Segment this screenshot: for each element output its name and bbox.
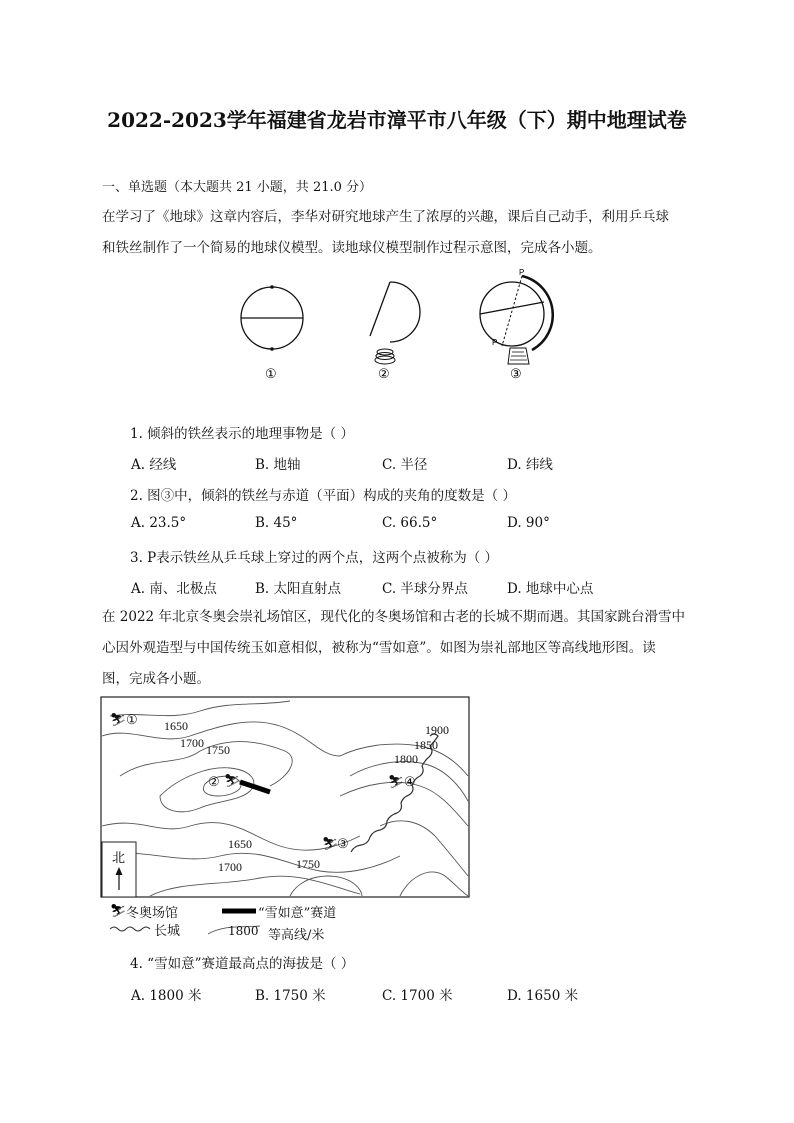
question-1: 1. 倾斜的铁丝表示的地理事物是（ ） xyxy=(130,426,354,442)
pole-label-bottom: P xyxy=(492,338,498,347)
legend-track: “雪如意”赛道 xyxy=(258,906,337,921)
contour-label: 1750 xyxy=(206,743,230,757)
intro-line: 图，完成各小题。 xyxy=(102,671,210,687)
option-b: B. 1750 米 xyxy=(255,988,326,1004)
section-heading: 一、单选题（本大题共 21 小题，共 21.0 分） xyxy=(102,180,373,195)
intro-line: 心因外观造型与中国传统玉如意相似，被称为“雪如意”。如图为崇礼部地区等高线地形图。读 xyxy=(102,640,656,656)
option-b: B. 地轴 xyxy=(255,457,301,473)
option-b: B. 45° xyxy=(255,515,298,531)
pole-label-top: P xyxy=(519,268,525,277)
question-2: 2. 图③中，倾斜的铁丝与赤道（平面）构成的夹角的度数是（ ） xyxy=(130,488,516,504)
option-d: D. 90° xyxy=(507,515,550,531)
option-c: C. 半球分界点 xyxy=(382,581,468,597)
intro-line: 在 2022 年北京冬奥会崇礼场馆区，现代化的冬奥场馆和古老的长城不期而遇。其国家跳台滑雪中 xyxy=(102,609,685,625)
question-4: 4. “雪如意”赛道最高点的海拔是（ ） xyxy=(130,956,355,972)
skier-icon: ⛷ xyxy=(224,774,241,789)
venue-label-2: ② xyxy=(208,775,220,790)
venue-label-1: ① xyxy=(126,713,138,728)
option-c: C. 1700 米 xyxy=(382,988,453,1004)
figure-label-3: ③ xyxy=(510,367,522,382)
globe-model-figure xyxy=(230,268,560,386)
skier-icon: ⛷ xyxy=(110,904,127,919)
option-d: D. 纬线 xyxy=(507,457,553,473)
contour-label: 1800 xyxy=(394,752,418,766)
intro-line: 和铁丝制作了一个简易的地球仪模型。读地球仪模型制作过程示意图，完成各小题。 xyxy=(102,240,602,256)
legend-contour-sample: 1800 xyxy=(228,924,259,938)
contour-label: 1750 xyxy=(296,857,320,871)
figure-step-1 xyxy=(241,285,303,351)
option-d: D. 1650 米 xyxy=(507,988,579,1004)
contour-label: 1700 xyxy=(218,860,242,874)
option-a: A. 1800 米 xyxy=(131,988,202,1004)
skier-icon: ⛷ xyxy=(110,713,127,728)
page-title: 2022-2023学年福建省龙岩市漳平市八年级（下）期中地理试卷 xyxy=(107,108,687,132)
venue-label-4: ④ xyxy=(404,775,416,790)
option-c: C. 66.5° xyxy=(382,515,438,531)
contour-label: 1650 xyxy=(228,837,252,851)
legend-wall: 长城 xyxy=(154,924,181,939)
intro-paragraph-1 xyxy=(102,202,697,264)
option-b: B. 太阳直射点 xyxy=(255,581,342,597)
figure-step-3 xyxy=(480,268,553,364)
legend-venue: 冬奥场馆 xyxy=(126,906,179,921)
intro-paragraph-2 xyxy=(102,602,697,695)
contour-label: 1650 xyxy=(164,719,188,733)
figure-label-1: ① xyxy=(265,367,277,382)
option-a: A. 南、北极点 xyxy=(131,581,217,597)
north-label: 北 xyxy=(112,851,126,866)
option-a: A. 经线 xyxy=(131,457,177,473)
option-d: D. 地球中心点 xyxy=(507,581,594,597)
contour-label: 1850 xyxy=(414,738,438,752)
contour-label: 1900 xyxy=(425,723,449,737)
venue-label-3: ③ xyxy=(337,837,349,852)
figure-step-2 xyxy=(370,282,420,364)
north-arrow xyxy=(102,842,136,897)
option-a: A. 23.5° xyxy=(131,515,187,531)
option-c: C. 半径 xyxy=(382,457,428,473)
question-3: 3. P表示铁丝从乒乓球上穿过的两个点，这两个点被称为（ ） xyxy=(130,550,499,566)
skier-icon: ⛷ xyxy=(322,837,339,852)
contour-label: 1700 xyxy=(180,736,204,750)
wall-symbol xyxy=(110,927,150,931)
figure-label-2: ② xyxy=(378,367,390,382)
intro-line: 在学习了《地球》这章内容后，李华对研究地球产生了浓厚的兴趣，课后自己动手，利用乒乓球 xyxy=(102,209,669,225)
skier-icon: ⛷ xyxy=(388,775,405,790)
legend-contour: 等高线/米 xyxy=(268,928,325,943)
contour-map xyxy=(100,696,472,902)
